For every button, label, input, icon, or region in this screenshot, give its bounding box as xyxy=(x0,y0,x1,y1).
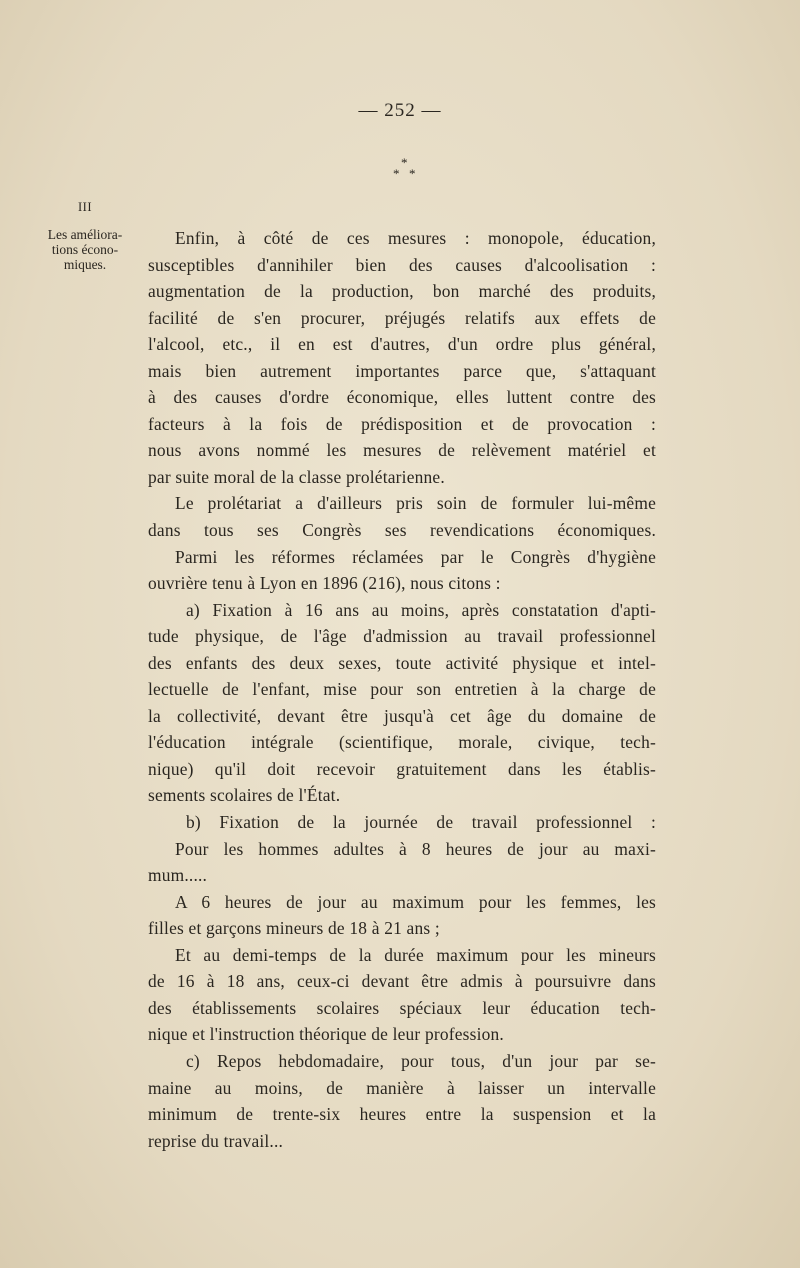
text-line: par suite moral de la classe prolétarienne. xyxy=(148,466,445,487)
section-numeral: III xyxy=(78,200,92,214)
asterism xyxy=(387,156,427,188)
text-line: b) Fixation de la journée de travail professionnel : xyxy=(186,812,656,833)
asterism-star-left: * xyxy=(393,166,400,181)
text-line: susceptibles d'annihiler bien des causes d'alcoolisation : xyxy=(148,254,656,275)
text-line: mais bien autrement importantes parce que, s'attaquant xyxy=(148,360,656,381)
text-line: à des causes d'ordre économique, elles luttent contre des xyxy=(148,387,656,408)
text-line: dans tous ses Congrès ses revendications économiques. xyxy=(148,520,656,541)
text-line: ouvrière tenu à Lyon en 1896 (216), nous citons : xyxy=(148,573,501,594)
text-line: filles et garçons mineurs de 18 à 21 ans ; xyxy=(148,918,440,939)
asterism-star-top: * xyxy=(401,155,408,170)
text-line: c) Repos hebdomadaire, pour tous, d'un jour par se- xyxy=(186,1050,656,1071)
text-line: nique et l'instruction théorique de leur profession. xyxy=(148,1024,504,1045)
margin-note-line: tions écono- xyxy=(51,242,119,257)
text-line: des enfants des deux sexes, toute activité physique et intel- xyxy=(148,652,656,673)
text-line: augmentation de la production, bon marché des produits, xyxy=(148,281,656,302)
text-line: A 6 heures de jour au maximum pour les femmes, les xyxy=(175,891,656,912)
text-line: reprise du travail... xyxy=(148,1130,284,1151)
text-line: Pour les hommes adultes à 8 heures de jour au maxi- xyxy=(175,838,656,859)
text-line: Et au demi-temps de la durée maximum pour les mineurs xyxy=(175,944,656,965)
text-line: des établissements scolaires spéciaux leur éducation tech- xyxy=(148,997,656,1018)
text-line: sements scolaires de l'État. xyxy=(148,785,341,806)
text-line: facilité de s'en procurer, préjugés relatifs aux effets de xyxy=(148,307,656,328)
text-line: minimum de trente-six heures entre la suspension et la xyxy=(148,1104,656,1125)
text-line: l'alcool, etc., il en est d'autres, d'un ordre plus général, xyxy=(148,334,656,355)
page-number: — 252 — xyxy=(358,100,442,121)
body-text xyxy=(148,225,656,1154)
text-line: Parmi les réformes réclamées par le Congrès d'hygiène xyxy=(175,546,656,567)
text-line: maine au moins, de manière à laisser un intervalle xyxy=(148,1077,656,1098)
asterism-star-right: * xyxy=(409,166,416,181)
margin-note-line: miques. xyxy=(63,257,107,272)
text-line: tude physique, de l'âge d'admission au travail professionnel xyxy=(148,626,656,647)
text-line: Enfin, à côté de ces mesures : monopole, éducation, xyxy=(175,228,656,248)
margin-note xyxy=(40,200,130,272)
text-line: Le prolétariat a d'ailleurs pris soin de formuler lui-même xyxy=(175,493,656,514)
text-line: a) Fixation à 16 ans au moins, après constatation d'apti- xyxy=(186,599,656,620)
margin-note-line: Les améliora- xyxy=(47,227,123,242)
text-line: nique) qu'il doit recevoir gratuitement dans les établis- xyxy=(148,758,656,779)
text-line: lectuelle de l'enfant, mise pour son entretien à la charge de xyxy=(148,679,656,700)
text-line: de 16 à 18 ans, ceux-ci devant être admis à poursuivre dans xyxy=(148,971,656,992)
text-line: l'éducation intégrale (scientifique, morale, civique, tech- xyxy=(148,732,656,753)
text-line: mum..... xyxy=(148,865,208,886)
text-line: nous avons nommé les mesures de relèvement matériel et xyxy=(148,440,656,461)
text-line: la collectivité, devant être jusqu'à cet âge du domaine de xyxy=(148,705,656,726)
text-line: facteurs à la fois de prédisposition et de provocation : xyxy=(148,413,656,434)
